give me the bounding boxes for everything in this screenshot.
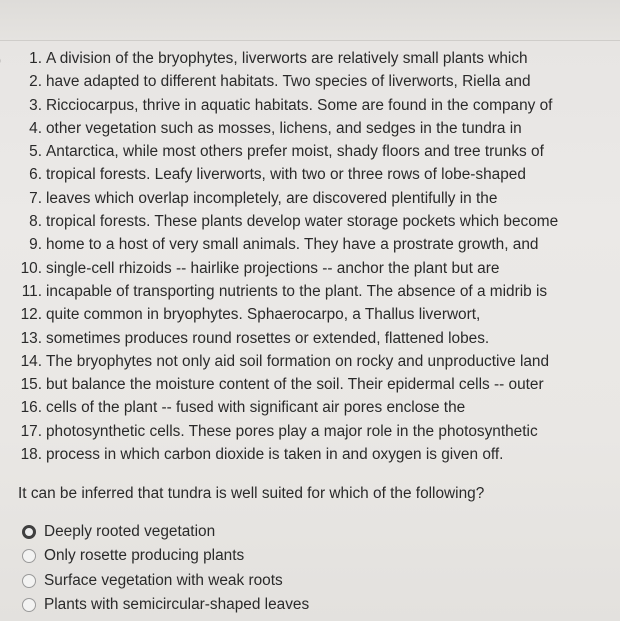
line-number: 13.	[20, 329, 42, 347]
passage-line	[0, 47, 600, 70]
line-text: Ricciocarpus, thrive in aquatic habitats. Some are found in the company of	[46, 96, 553, 114]
passage-line	[0, 187, 600, 210]
passage-line	[0, 233, 600, 256]
option-label[interactable]: Plants with semicircular-shaped leaves	[44, 596, 310, 614]
line-text: sometimes produces round rosettes or extended, flattened lobes.	[46, 329, 490, 347]
line-text: have adapted to different habitats. Two species of liverworts, Riella and	[46, 73, 531, 91]
passage	[0, 47, 600, 466]
line-number: 5.	[29, 143, 42, 161]
option-label[interactable]: Deeply rooted vegetation	[44, 523, 216, 541]
line-text: but balance the moisture content of the soil. Their epidermal cells -- outer	[46, 376, 544, 394]
radio-button[interactable]	[22, 549, 36, 563]
line-text: incapable of transporting nutrients to the plant. The absence of a midrib is	[46, 282, 548, 300]
line-text: quite common in bryophytes. Sphaerocarpo, a Thallus liverwort,	[46, 306, 481, 324]
passage-line	[0, 396, 600, 419]
passage-line	[0, 420, 600, 443]
line-number: 3.	[29, 96, 42, 114]
divider	[0, 40, 620, 41]
line-text: process in which carbon dioxide is taken in and oxygen is given off.	[46, 446, 504, 464]
line-text: other vegetation such as mosses, lichens, and sedges in the tundra in	[46, 119, 522, 137]
line-text: home to a host of very small animals. They have a prostrate growth, and	[46, 236, 539, 254]
passage-line	[0, 257, 600, 280]
passage-line	[0, 350, 600, 373]
line-number: 16.	[20, 399, 42, 417]
top-strip	[0, 0, 620, 40]
passage-line	[0, 140, 600, 163]
line-number: 2.	[29, 73, 42, 91]
option-label[interactable]: Only rosette producing plants	[44, 547, 245, 565]
line-text: leaves which overlap incompletely, are discovered plentifully in the	[46, 189, 498, 207]
line-number: 6.	[29, 166, 42, 184]
passage-line	[0, 117, 600, 140]
line-number: 18.	[20, 446, 42, 464]
line-text: The bryophytes not only aid soil formation on rocky and unproductive land	[46, 352, 550, 370]
line-text: single-cell rhizoids -- hairlike projections -- anchor the plant but are	[46, 259, 500, 277]
line-text: tropical forests. These plants develop water storage pockets which become	[46, 213, 559, 231]
line-number: 14.	[20, 352, 42, 370]
option-label[interactable]: Surface vegetation with weak roots	[44, 571, 283, 589]
line-number: 17.	[20, 422, 42, 440]
passage-line	[0, 303, 600, 326]
line-number: 12.	[20, 306, 42, 324]
option-semicircular-leaves[interactable]	[22, 593, 309, 617]
line-text: A division of the bryophytes, liverworts are relatively small plants which	[46, 50, 528, 67]
line-number: 7.	[29, 189, 42, 207]
line-text: photosynthetic cells. These pores play a major role in the photosynthetic	[46, 422, 538, 440]
line-number: 8.	[29, 213, 42, 231]
line-text: cells of the plant -- fused with significant air pores enclose the	[46, 399, 466, 417]
line-text: tropical forests. Leafy liverworts, with two or three rows of lobe-shaped	[46, 166, 526, 184]
line-number: 11.	[21, 282, 42, 300]
option-deeply-rooted[interactable]	[22, 520, 309, 544]
radio-button[interactable]	[22, 598, 36, 612]
passage-line	[0, 210, 600, 233]
radio-button[interactable]	[22, 525, 36, 539]
passage-line	[0, 280, 600, 303]
question-text: It can be inferred that tundra is well suited for which of the following?	[18, 485, 485, 502]
line-number: 1.	[29, 50, 42, 67]
passage-line	[0, 70, 600, 93]
line-number: 10.	[20, 259, 42, 277]
answer-options	[22, 520, 309, 617]
passage-line	[0, 94, 600, 117]
passage-line	[0, 443, 600, 466]
passage-line	[0, 373, 600, 396]
option-rosette-plants[interactable]	[22, 544, 309, 568]
line-text: Antarctica, while most others prefer moist, shady floors and tree trunks of	[46, 143, 544, 161]
line-number: 15.	[20, 376, 42, 394]
passage-line	[0, 327, 600, 350]
passage-line	[0, 163, 600, 186]
radio-button[interactable]	[22, 574, 36, 588]
option-surface-vegetation[interactable]	[22, 569, 309, 593]
line-number: 9.	[29, 236, 42, 254]
line-number: 4.	[29, 119, 42, 137]
